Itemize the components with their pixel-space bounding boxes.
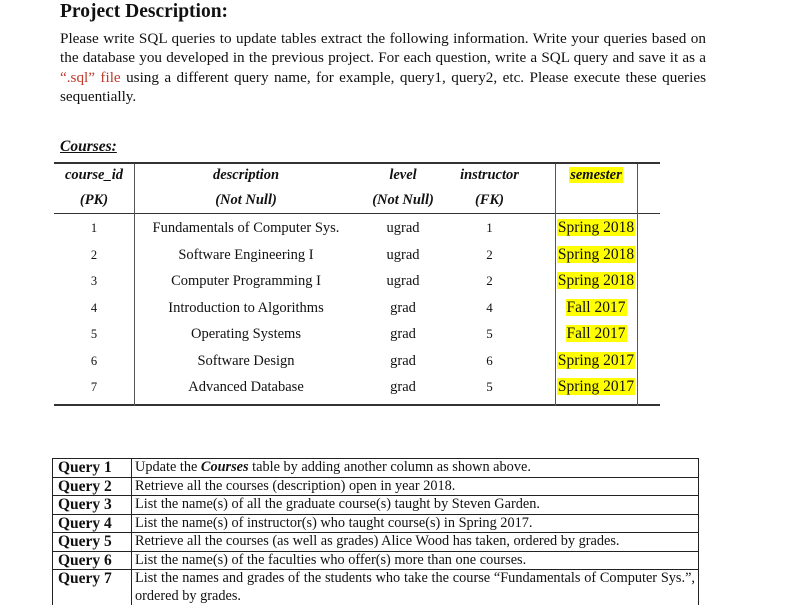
semester-value: Spring 2018: [557, 219, 635, 236]
query-label: Query 4: [53, 514, 132, 533]
query-text: Retrieve all the courses (as well as grades) Alice Wood has taken, ordered by grades.: [132, 533, 699, 552]
courses-table: [54, 162, 660, 406]
header-instructor-label: instructor: [460, 167, 519, 183]
semester-value: Spring 2017: [557, 378, 635, 395]
description-cell: Advanced Database: [188, 379, 304, 395]
level-cell: grad: [390, 299, 416, 316]
description-cell: Computer Programming I: [171, 273, 321, 289]
semester-cell: [555, 295, 637, 321]
query-label: Query 7: [53, 570, 132, 606]
query-text-start: Update the: [135, 459, 201, 475]
course-id-cell: 3: [90, 274, 98, 288]
query-text: List the name(s) of all the graduate course(s) taught by Steven Garden.: [132, 496, 699, 515]
courses-emphasis: Courses: [200, 459, 249, 475]
level-cell: grad: [390, 352, 416, 369]
table-top-rule: [54, 162, 660, 164]
instructor-cell: 1: [486, 220, 493, 235]
table-row: [54, 242, 660, 269]
description-cell: Introduction to Algorithms: [168, 299, 324, 316]
query-row: [53, 514, 699, 533]
query-row: [53, 477, 699, 496]
header-course-id: [54, 166, 134, 209]
semester-value: Fall 2017: [566, 325, 626, 342]
query-row: [53, 551, 699, 570]
instructor-cell: 5: [486, 379, 493, 394]
semester-value: Spring 2018: [557, 245, 635, 263]
course-id-cell: 5: [90, 327, 98, 341]
queries-table: [52, 458, 699, 605]
intro-text-start: Please write SQL queries to update tables extract the following information. Write your queries based on the database you developed in the previous project. For each question, write a SQL query and save it as a: [60, 30, 706, 67]
table-bottom-rule: [54, 404, 660, 406]
level-cell: ugrad: [386, 220, 420, 236]
description-cell: Software Engineering I: [178, 246, 314, 263]
semester-cell: [555, 374, 637, 400]
level-cell: grad: [390, 379, 416, 395]
table-row: [54, 215, 660, 242]
description-cell: Fundamentals of Computer Sys.: [152, 220, 340, 236]
table-row: [54, 348, 660, 375]
instructor-cell: 4: [486, 299, 493, 315]
table-row: [54, 374, 660, 401]
header-course-id-label: course_id: [65, 167, 123, 183]
query-label: Query 1: [53, 459, 132, 478]
query-text: List the name(s) of the faculties who offer(s) more than one courses.: [132, 551, 699, 570]
sql-file-highlight: “.sql” file: [60, 68, 121, 86]
query-text-end: table by adding another column as shown above.: [248, 459, 531, 475]
semester-cell: [555, 215, 637, 241]
semester-cell: [555, 348, 637, 374]
query-row: [53, 570, 699, 606]
query-row: [53, 533, 699, 552]
description-cell: Operating Systems: [191, 326, 301, 342]
header-description-label: description: [212, 167, 280, 183]
level-cell: grad: [390, 326, 416, 342]
query-label: Query 3: [53, 496, 132, 515]
semester-cell: [555, 321, 637, 347]
intro-text-end: using a different query name, for example, query1, query2, etc. Please execute these queries sequentially.: [60, 68, 706, 105]
description-cell: Software Design: [197, 352, 295, 369]
course-id-cell: 6: [90, 353, 98, 368]
instructor-cell: 2: [486, 246, 493, 262]
semester-cell: [555, 242, 637, 268]
header-instructor: [448, 166, 531, 209]
page-title: Project Description:: [60, 1, 229, 22]
courses-table-label: Courses:: [60, 138, 117, 155]
instructor-cell: 6: [486, 352, 493, 368]
header-instructor-sub: (FK): [475, 192, 504, 208]
instructor-cell: 5: [486, 326, 493, 341]
query-row: [53, 459, 699, 478]
header-course-id-sub: (PK): [79, 192, 109, 208]
level-cell: ugrad: [386, 246, 420, 263]
query-label: Query 6: [53, 551, 132, 570]
query-label: Query 5: [53, 533, 132, 552]
instructor-cell: 2: [486, 273, 493, 288]
semester-value: Spring 2018: [557, 272, 635, 289]
table-row: [54, 268, 660, 295]
header-level-label: level: [389, 167, 417, 183]
course-id-cell: 4: [90, 300, 98, 315]
semester-value: Fall 2017: [566, 298, 626, 316]
query-row: [53, 496, 699, 515]
level-cell: ugrad: [386, 273, 420, 289]
query-text: List the name(s) of instructor(s) who taught course(s) in Spring 2017.: [132, 514, 699, 533]
header-semester-label: semester: [570, 167, 622, 183]
header-semester: [555, 166, 637, 184]
course-id-cell: 2: [90, 247, 98, 262]
header-level: [358, 166, 448, 209]
project-intro-paragraph: [60, 29, 706, 106]
query-text: Retrieve all the courses (description) open in year 2018.: [132, 477, 699, 496]
course-id-cell: 1: [90, 221, 98, 235]
semester-cell: [555, 268, 637, 294]
header-description: [134, 166, 358, 209]
query-text: List the names and grades of the students who take the course “Fundamentals of Computer Sys.”, ordered by grades.: [132, 570, 699, 606]
course-id-cell: 7: [90, 380, 98, 394]
header-separator: [54, 213, 660, 214]
table-row: [54, 295, 660, 322]
semester-value: Spring 2017: [557, 351, 635, 369]
table-row: [54, 321, 660, 348]
query-text: [132, 459, 699, 478]
query-label: Query 2: [53, 477, 132, 496]
header-level-sub: (Not Null): [372, 192, 434, 208]
header-description-sub: (Not Null): [215, 192, 277, 208]
